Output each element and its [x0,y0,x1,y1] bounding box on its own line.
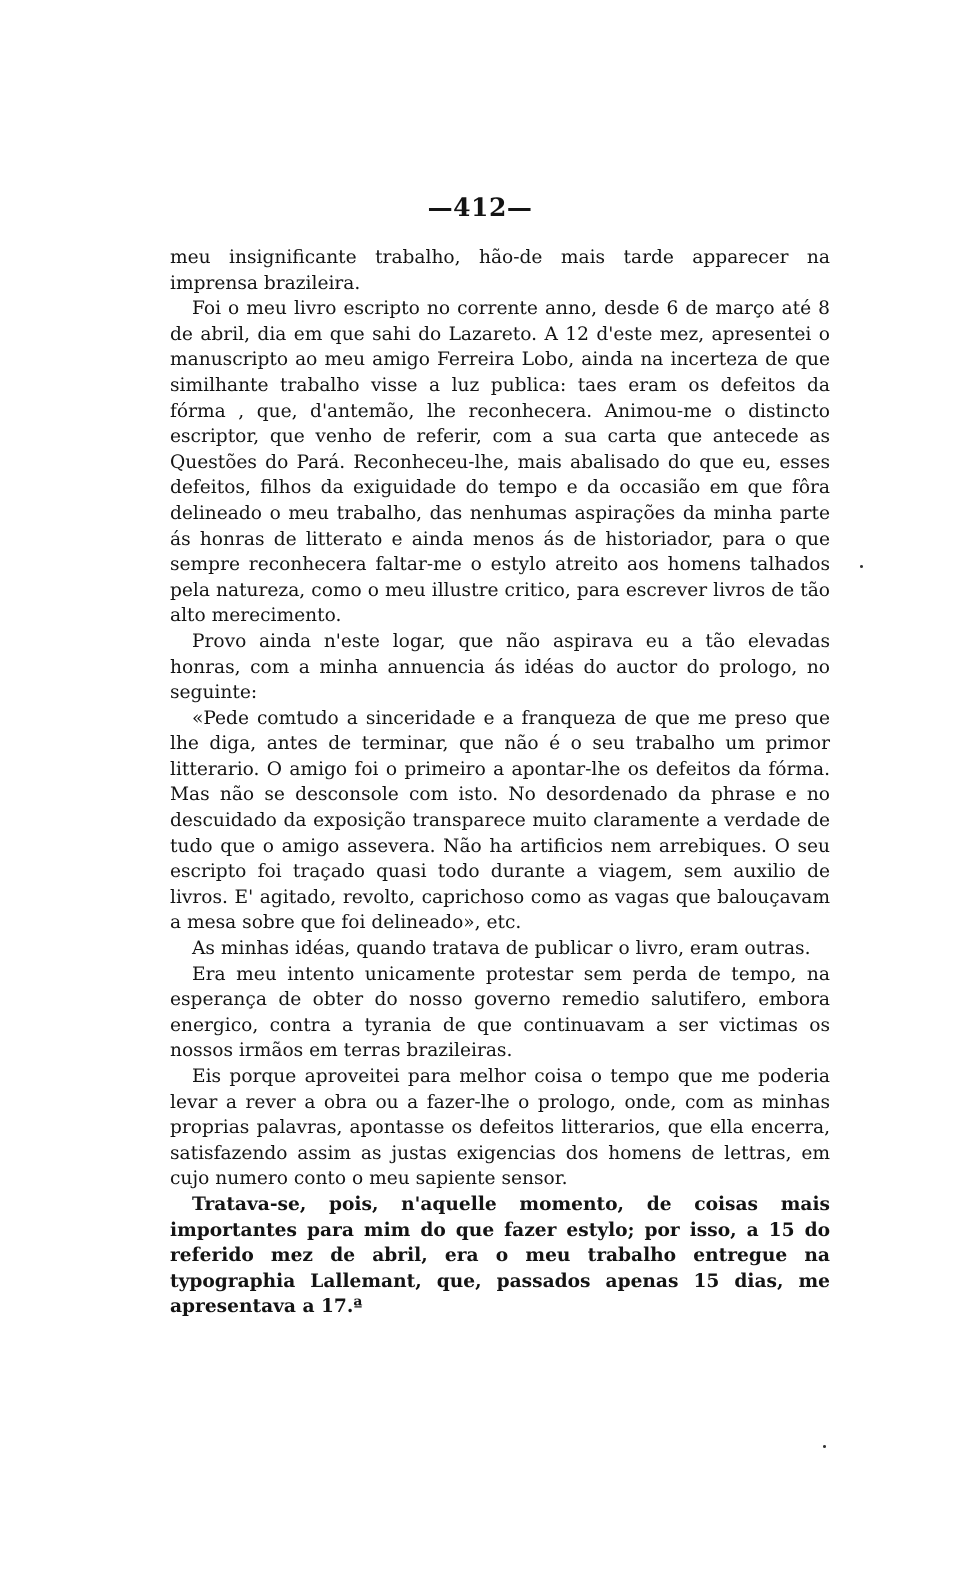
paragraph-2: Foi o meu livro escripto no corrente anno, desde 6 de março até 8 de abril, dia em que sahi do Lazareto. A 12 d'este mez, apresentei o manuscripto ao meu amigo Ferreira Lobo, ainda na incerteza de que similhante trabalho visse a luz publica: taes eram os defeitos da fórma , que, d'antemão, lhe reconhecera. Animou-me o distincto escriptor, que venho de referir, com a sua carta que antecede as Questões do Pará. Reconheceu-lhe, mais abalisado do que eu, esses defeitos, filhos da exiguidade do tempo e da occasião em que fôra delineado o meu trabalho, das nenhumas aspirações da minha parte ás honras de litterato e ainda menos ás de historiador, para o que sempre reconhecera faltar-me o estylo atreito aos homens talhados pela natureza, como o meu illustre critico, para escrever livros de tão alto merecimento. [170,298,830,627]
print-speck [823,1445,826,1448]
page-number: —412— [427,193,533,222]
print-speck [860,565,863,568]
paragraph-3: Provo ainda n'este logar, que não aspirava eu a tão elevadas honras, com a minha annuencia ás idéas do auctor do prologo, no seguinte: [170,630,830,704]
paragraph-7: Eis porque aproveitei para melhor coisa o tempo que me poderia levar a rever a obra ou a fazer-lhe o prologo, onde, com as minhas proprias palavras, apontasse os defeitos litterarios, que ella encerra, satisfazendo assim as justas exigencias dos homens de lettras, em cujo numero conto o meu sapiente sensor. [170,1066,830,1190]
paragraph-8: Tratava-se, pois, n'aquelle momento, de coisas mais importantes para mim do que fazer estylo; por isso, a 15 do referido mez de abril, era o meu trabalho entregue na typographia Lallemant, que, passados apenas 15 dias, me apresentava a 17.ª [170,1193,830,1318]
body-text [170,245,830,1320]
paragraph-1: meu insignificante trabalho, hão-de mais tarde apparecer na imprensa brazileira. [170,247,830,294]
paragraph-6: Era meu intento unicamente protestar sem perda de tempo, na esperança de obter do nosso governo remedio salutifero, embora energico, contra a tyrania de que continuavam a ser victimas os nossos irmãos em terras brazileiras. [170,963,830,1062]
quote-paragraph: «Pede comtudo a sinceridade e a franqueza de que me preso que lhe diga, antes de terminar, que não é o seu trabalho um primor litterario. O amigo foi o primeiro a apontar-lhe os defeitos da fórma. Mas não se desconsole com isto. No desordenado da phrase e no descuidado da exposição transparece muito claramente a verdade de tudo que o amigo assevera. Não ha artificios nem arrebiques. O seu escripto foi traçado quasi todo durante a viagem, sem auxilio de livros. E' agitado, revolto, caprichoso como as vagas que balouçavam a mesa sobre que foi delineado», etc. [170,707,830,934]
paragraph-5: As minhas idéas, quando tratava de publicar o livro, eram outras. [192,938,811,960]
